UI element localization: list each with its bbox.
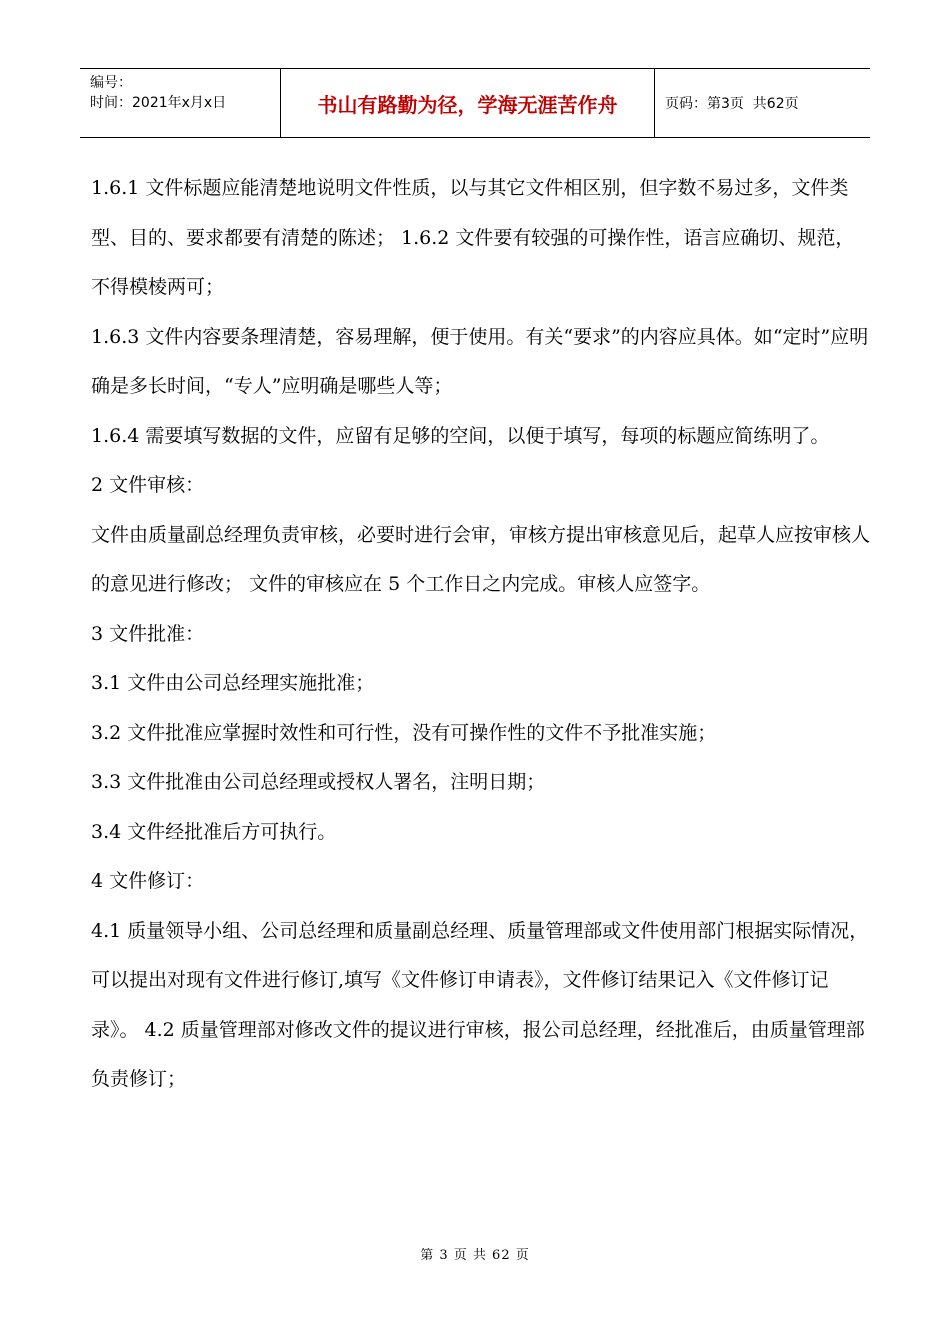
document-body (91, 164, 871, 1105)
document-date: 时间：2021年x月x日 (90, 95, 227, 111)
header-motto: 书山有路勤为径，学海无涯苦作舟 (281, 69, 655, 137)
paragraph-4-1: 4.1 质量领导小组、公司总经理和质量副总经理、质量管理部或文件使用部门根据实际情况，可以提出对现有文件进行修订,填写《文件修订申请表》，文件修订结果记入《文件修订记录》。 4.2 质量管理部对修改文件的提议进行审核，报公司总经理，经批准后，由质量管理部负责修订； (91, 919, 869, 1090)
page-footer: 第 3 页 共 62 页 (420, 1248, 530, 1263)
header-meta (80, 69, 281, 137)
paragraph-1-6-4: 1.6.4 需要填写数据的文件，应留有足够的空间，以便于填写，每项的标题应简练明了。 (91, 424, 830, 447)
paragraph-3-4: 3.4 文件经批准后方可执行。 (91, 820, 337, 843)
paragraph-3-1: 3.1 文件由公司总经理实施批准； (91, 672, 375, 694)
section-heading-4: 4 文件修订： (91, 870, 205, 892)
section-heading-3: 3 文件批准： (91, 622, 205, 645)
page-header (80, 68, 870, 138)
section-heading-2: 2 文件审核： (91, 474, 205, 496)
paragraph-3-3: 3.3 文件批准由公司总经理或授权人署名，注明日期； (91, 771, 546, 793)
paragraph-1-6-3: 1.6.3 文件内容要条理清楚，容易理解，便于使用。有关“要求”的内容应具体。如“定时”应明确是多长时间，“专人”应明确是哪些人等； (91, 325, 869, 397)
paragraph-review: 文件由质量副总经理负责审核，必要时进行会审，审核方提出审核意见后，起草人应按审核人的意见进行修改； 文件的审核应在 5 个工作日之内完成。审核人应签字。 (91, 523, 871, 595)
paragraph-3-2: 3.2 文件批准应掌握时效性和可行性，没有可操作性的文件不予批准实施； (91, 721, 717, 744)
paragraph-1-6-1: 1.6.1 文件标题应能清楚地说明文件性质，以与其它文件相区别，但字数不易过多，文件类型、目的、要求都要有清楚的陈述； 1.6.2 文件要有较强的可操作性，语言应确切、规范，不得模棱两可； (91, 177, 855, 298)
header-page-info: 页码：第3页 共62页 (665, 96, 799, 112)
document-number: 编号： (90, 75, 132, 91)
